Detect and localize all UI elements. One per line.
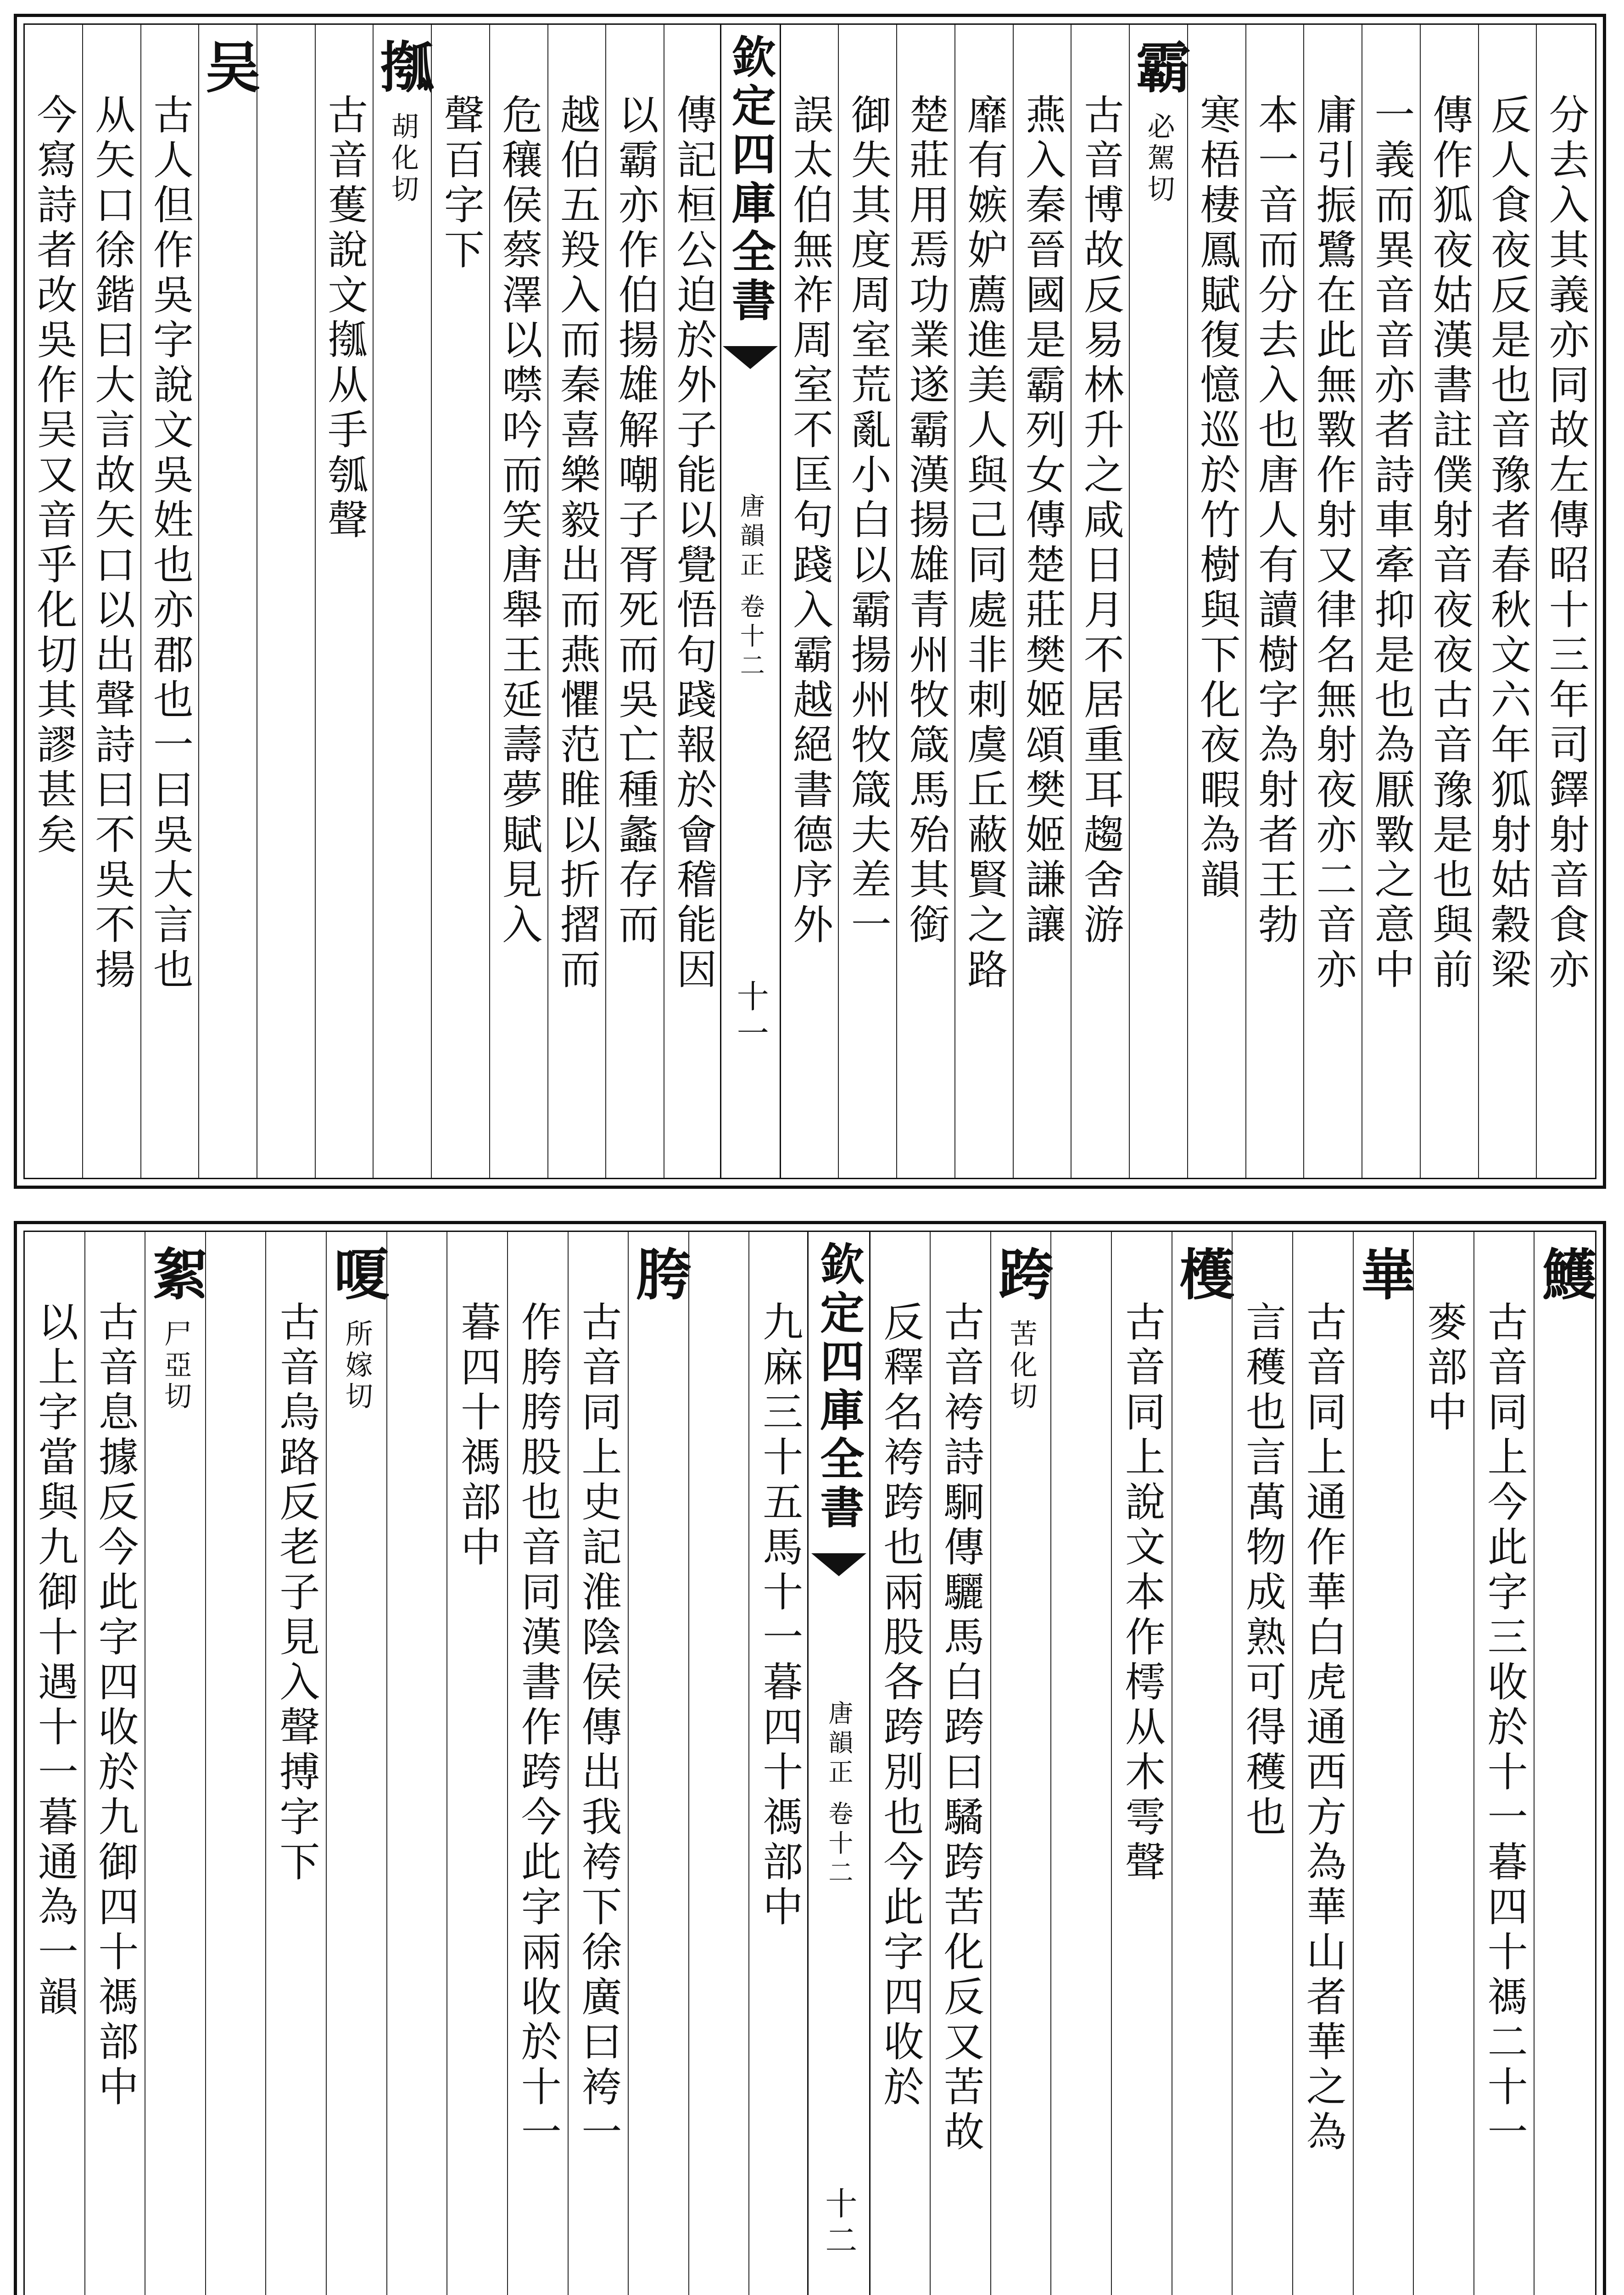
text-column xyxy=(386,1232,448,2295)
body-text-line: 反人食夜反是也音豫者春秋文六年狐射姑穀梁 xyxy=(1484,94,1532,993)
body-text-line: 古音同上通作華白虎通西方為華山者華之為 xyxy=(1300,1301,1347,2155)
body-text-line: 麥部中 xyxy=(1420,1301,1468,1436)
text-column xyxy=(1187,25,1246,1178)
text-column xyxy=(265,1232,327,2295)
body-text-line: 寒梧棲鳳賦復憶巡於竹樹與下化夜暇為韻 xyxy=(1194,94,1241,903)
text-column xyxy=(431,25,490,1178)
text-column xyxy=(688,1232,750,2295)
text-column xyxy=(1292,1232,1354,2295)
text-column xyxy=(838,25,897,1178)
entry-heading-column xyxy=(1351,1232,1417,2295)
entry-heading: 檴 xyxy=(1170,1246,1235,1305)
body-text-line: 古音同上今此字三收於十一暮四十禡二十一 xyxy=(1481,1301,1529,2155)
body-text-line: 危穰侯蔡澤以噤吟而笑唐舉王延壽夢賦見入 xyxy=(496,94,543,948)
text-column xyxy=(1013,25,1072,1178)
top-page-grid xyxy=(23,23,1596,1179)
text-column xyxy=(507,1232,569,2295)
body-text-line: 庸引振鷺在此無斁作射又律名無射夜亦二音亦 xyxy=(1310,94,1357,993)
entry-heading: 鱯 xyxy=(1533,1246,1598,1305)
entry-heading-column xyxy=(1127,25,1192,1178)
fanqie-reading: 必駕切 xyxy=(1143,112,1175,206)
top-page-panel xyxy=(14,14,1606,1189)
body-text-line: 反釋名袴跨也兩股各跨別也今此字四收於 xyxy=(877,1301,925,2110)
bottom-page-panel xyxy=(14,1221,1606,2295)
body-text-line: 以上字當與九御十遇十一暮通為一韻 xyxy=(31,1301,79,2021)
body-text-line: 古音同上史記淮陰侯傳出我袴下徐廣曰袴一 xyxy=(575,1301,623,2155)
entry-heading: 絮 xyxy=(144,1246,209,1305)
body-text-line: 古音博故反易林升之咸日月不居重耳趨舍游 xyxy=(1077,94,1125,948)
text-column xyxy=(605,25,664,1178)
text-column xyxy=(748,1232,810,2295)
body-text-line: 靡有嫉妒薦進美人與己同處非刺虞丘蔽賢之路 xyxy=(961,94,1009,993)
folio-page-number: 十二 xyxy=(820,2187,858,2260)
body-text-line: 今寫詩者改吳作吴又音乎化切其謬甚矣 xyxy=(30,94,78,858)
text-column xyxy=(446,1232,508,2295)
text-column xyxy=(1473,1232,1535,2295)
fish-tail-mark xyxy=(811,1553,866,1576)
entry-heading-column xyxy=(626,1232,692,2295)
body-text-line: 聲百字下 xyxy=(437,94,485,274)
fish-tail-mark xyxy=(723,346,778,369)
text-column xyxy=(140,25,200,1178)
entry-heading: 摦 xyxy=(370,39,435,98)
body-text-line: 古音同上說文本作樗从木雩聲 xyxy=(1118,1301,1166,1886)
body-text-line: 傳作狐夜姑漢書註僕射音夜夜古音豫是也與前 xyxy=(1426,94,1474,993)
entry-heading-column xyxy=(1533,1232,1598,2295)
body-text-line: 古音袴詩駉傳驪馬白跨曰驈跨苦化反又苦故 xyxy=(938,1301,985,2155)
text-column xyxy=(25,1232,85,2295)
folio-title: 欽定四庫全書 xyxy=(725,34,777,326)
text-column xyxy=(1478,25,1537,1178)
body-text-line: 傳記桓公迫於外子能以覺悟句踐報於會稽能因 xyxy=(670,94,718,993)
text-column xyxy=(489,25,548,1178)
body-text-line: 暮四十禡部中 xyxy=(454,1301,502,1571)
entry-heading-column xyxy=(196,25,261,1178)
body-text-line: 越伯五羖入而秦喜樂毅出而燕懼范睢以折摺而 xyxy=(554,94,602,993)
entry-heading-column xyxy=(324,1232,390,2295)
folio-page-number: 十一 xyxy=(731,980,770,1053)
text-column xyxy=(1050,1232,1112,2295)
text-column xyxy=(82,25,141,1178)
text-column xyxy=(780,25,839,1178)
body-text-line: 燕入秦晉國是霸列女傳楚莊樊姬頌樊姬謙讓 xyxy=(1019,94,1066,948)
entry-heading-column xyxy=(144,1232,209,2295)
entry-heading: 嗄 xyxy=(324,1246,390,1305)
body-text-line: 誤太伯無祚周室不匡句踐入霸越絕書德序外 xyxy=(787,94,834,948)
body-text-line: 一義而異音音亦者詩車牽抑是也為厭斁之意中 xyxy=(1368,94,1416,993)
text-column xyxy=(664,25,723,1178)
folio-label: 唐韻正 卷十二 xyxy=(736,493,765,682)
body-text-line: 本一音而分去入也唐人有讀樹字為射者王勃 xyxy=(1251,94,1299,948)
text-column xyxy=(1536,25,1595,1178)
text-column xyxy=(1303,25,1362,1178)
text-column xyxy=(1071,25,1130,1178)
text-column xyxy=(1245,25,1305,1178)
fanqie-reading: 苦化切 xyxy=(1005,1319,1038,1413)
text-column xyxy=(1362,25,1421,1178)
body-text-line: 古音蒦說文摦从手瓠聲 xyxy=(321,94,369,543)
body-text-line: 言穫也言萬物成熟可得穫也 xyxy=(1239,1301,1287,1841)
text-column xyxy=(257,25,316,1178)
body-text-line: 御失其度周室荒亂小白以霸揚州牧箴夫差一 xyxy=(844,94,892,948)
body-text-line: 作胯胯股也音同漢書作跨今此字兩收於十一 xyxy=(514,1301,562,2155)
body-text-line: 九麻三十五馬十一暮四十禡部中 xyxy=(756,1301,804,1931)
body-text-line: 分去入其義亦同故左傳昭十三年司鐸射音食亦 xyxy=(1542,94,1590,993)
body-text-line: 楚莊用焉功業遂霸漢揚雄青州牧箴馬殆其銜 xyxy=(903,94,950,948)
text-column xyxy=(1111,1232,1172,2295)
entry-heading: 跨 xyxy=(989,1246,1054,1305)
folio-title: 欽定四庫全書 xyxy=(813,1241,865,1533)
text-column xyxy=(1420,25,1479,1178)
body-text-line: 从矢口徐鍇曰大言故矢口以出聲詩曰不吳不揚 xyxy=(89,94,136,993)
body-text-line: 古音烏路反老子見入聲搏字下 xyxy=(273,1301,321,1886)
fanqie-reading: 尸亞切 xyxy=(160,1319,192,1413)
text-column xyxy=(547,25,607,1178)
text-column xyxy=(896,25,955,1178)
entry-heading-column xyxy=(990,1232,1052,2295)
text-column xyxy=(954,25,1014,1178)
text-column xyxy=(930,1232,991,2295)
entry-heading: 霸 xyxy=(1127,39,1192,98)
folio-label: 唐韻正 卷十二 xyxy=(824,1700,854,1889)
text-column xyxy=(315,25,374,1178)
text-column xyxy=(25,25,83,1178)
body-text-line: 古音息據反今此字四收於九御四十禡部中 xyxy=(92,1301,140,2110)
text-column xyxy=(568,1232,629,2295)
entry-heading-column xyxy=(370,25,435,1178)
bottom-page-grid xyxy=(23,1231,1596,2295)
fanqie-reading: 胡化切 xyxy=(386,112,419,206)
entry-heading-column xyxy=(1172,1232,1233,2295)
body-text-line: 以霸亦作伯揚雄解嘲子胥死而吳亡種蠡存而 xyxy=(612,94,659,948)
text-column xyxy=(205,1232,267,2295)
folio-column xyxy=(720,25,781,1178)
body-text-line: 古人但作吳字說文吳姓也亦郡也一曰吳大言也 xyxy=(146,94,194,993)
text-column xyxy=(1232,1232,1293,2295)
text-column xyxy=(870,1232,931,2295)
entry-heading: 吴 xyxy=(196,39,261,98)
entry-heading: 崋 xyxy=(1351,1246,1417,1305)
folio-column xyxy=(807,1232,871,2295)
text-column xyxy=(84,1232,146,2295)
fanqie-reading: 所嫁切 xyxy=(340,1319,373,1413)
text-column xyxy=(1413,1232,1474,2295)
entry-heading: 胯 xyxy=(626,1246,692,1305)
